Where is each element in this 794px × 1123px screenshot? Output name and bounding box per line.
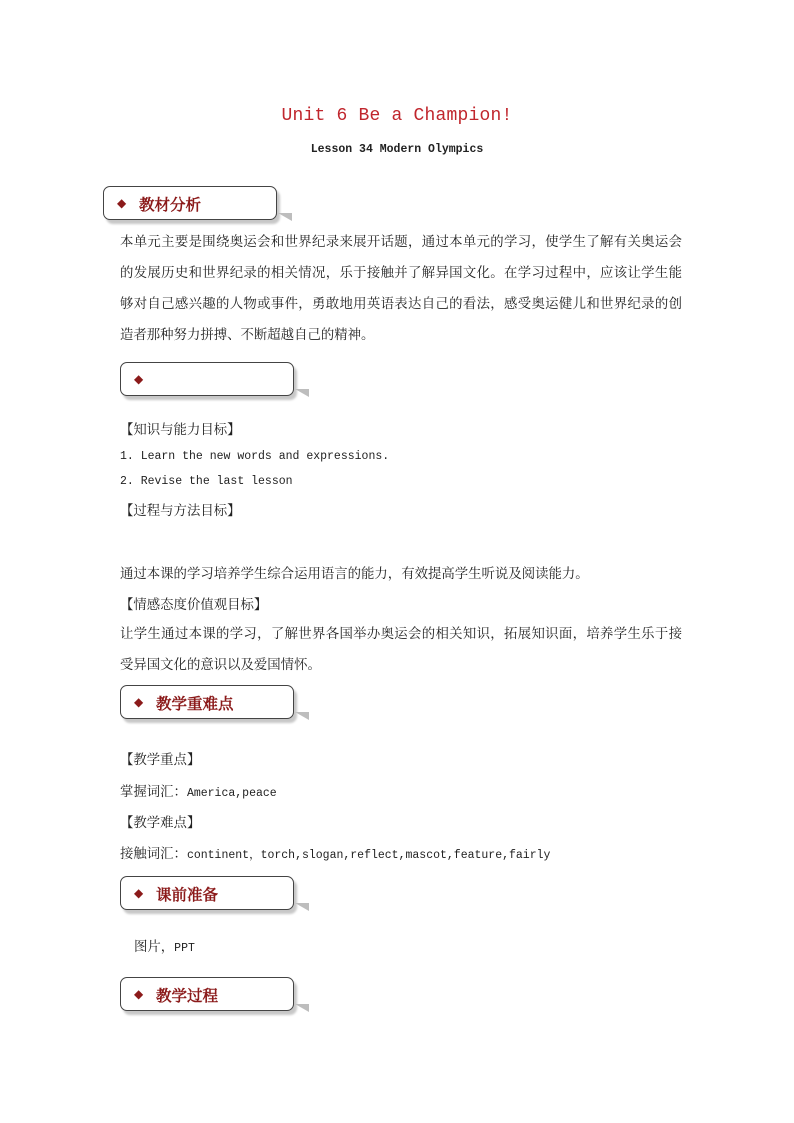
focus-words: America,peace — [186, 787, 277, 800]
diamond-bullet-icon: ◆ — [117, 196, 127, 210]
attitude-objectives-text: 让学生通过本课的学习，了解世界各国举办奥运会的相关知识，拓展知识面，培养学生乐于接受异国文化的意识以及爱国情怀。 — [120, 627, 682, 673]
section-heading-analysis — [103, 186, 277, 220]
section-heading-label: 教学过程 — [156, 987, 219, 1005]
section-heading-process — [120, 977, 294, 1011]
diamond-bullet-icon: ◆ — [134, 886, 144, 900]
heading-tab-decoration — [295, 1004, 309, 1012]
diamond-bullet-icon: ◆ — [134, 372, 144, 386]
heading-tab-decoration — [295, 903, 309, 911]
focus-prefix: 掌握词汇： — [120, 785, 187, 800]
knowledge-item-2: 2. Revise the last lesson — [120, 475, 293, 488]
section-heading-key-points — [120, 685, 294, 719]
focus-vocabulary — [120, 781, 277, 800]
heading-tab-decoration — [295, 389, 309, 397]
process-objectives-text: 通过本课的学习培养学生综合运用语言的能力，有效提高学生听说及阅读能力。 — [120, 567, 589, 582]
section-heading-objectives — [120, 362, 294, 396]
diamond-bullet-icon: ◆ — [134, 695, 144, 709]
heading-tab-decoration — [295, 712, 309, 720]
lesson-subtitle: Lesson 34 Modern Olympics — [310, 143, 484, 156]
difficulty-label: 【教学难点】 — [120, 816, 201, 831]
difficulty-prefix: 接触词汇： — [120, 847, 187, 862]
attitude-objectives-label: 【情感态度价值观目标】 — [120, 598, 268, 613]
difficulty-vocabulary — [120, 843, 550, 862]
analysis-paragraph: 本单元主要是围绕奥运会和世界纪录来展开话题，通过本单元的学习，使学生了解有关奥运会的发展历史和世界纪录的相关情况，乐于接触并了解异国文化。在学习过程中，应该让学生能够对自己感兴趣的人物或事件，勇敢地用英语表达自己的看法，感受奥运健儿和世界纪录的创造者那种努力拼搏、不断超越自己的精神。 — [120, 235, 682, 343]
page-title: Unit 6 Be a Champion! — [281, 106, 513, 126]
section-heading-label: 教材分析 — [139, 196, 202, 214]
difficulty-words: continent，torch,slogan,reflect,mascot,feature,fairly — [186, 849, 551, 862]
section-heading-label: 教学重难点 — [156, 695, 234, 713]
heading-tab-decoration — [278, 213, 292, 221]
section-heading-preparation — [120, 876, 294, 910]
knowledge-item-1: 1. Learn the new words and expressions. — [120, 450, 390, 463]
knowledge-objectives-label: 【知识与能力目标】 — [120, 423, 241, 438]
preparation-prefix: 图片， — [134, 940, 175, 955]
preparation-ppt: PPT — [174, 942, 195, 955]
focus-label: 【教学重点】 — [120, 753, 201, 768]
diamond-bullet-icon: ◆ — [134, 987, 144, 1001]
preparation-text — [134, 936, 195, 955]
section-heading-label: 课前准备 — [156, 886, 219, 904]
process-objectives-label: 【过程与方法目标】 — [120, 504, 241, 519]
